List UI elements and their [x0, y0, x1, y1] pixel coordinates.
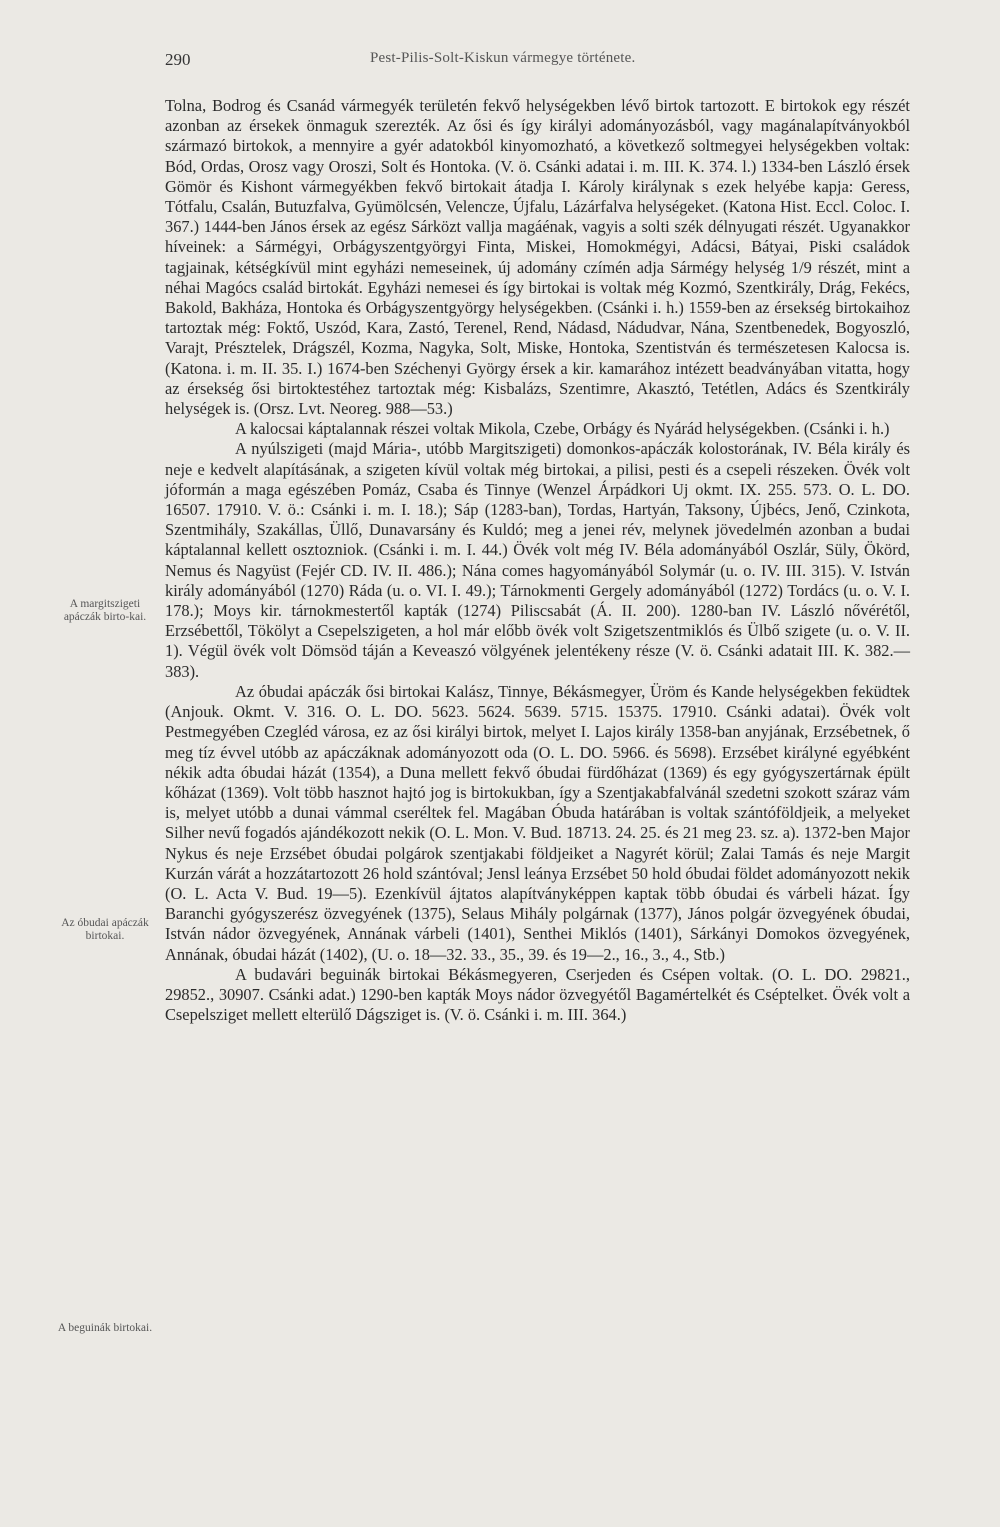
paragraph-obuda-nuns: Az óbudai apáczák ősi birtokai Kalász, Tinnye, Békásmegyer, Üröm és Kande helységekben feküdtek (Anjouk. Okmt. V. 316. O. L. DO. 5623. 5624. 5639. 5715. 15375. 17910. Csánki adatai). Övék volt Pestmegyében Czegléd városa, ez az ősi királyi birtok, melyet I. Lajos király 1358-ban anyjának, Erzsébetnek, ő meg tíz évvel utóbb az apáczáknak adományozott oda (O. L. DO. 5966. és 5698). Erzsébet királyné egyébként nékik adta óbudai házát (1354), a Duna mellett fekvő óbudai fürdőházat (1369) és egy gyógyszertárnak épült kőházat (1369). Volt több hasznot hajtó jog is birtokukban, így a Szentjakabfalvánál szedetni szokott száraz vám is, melyet utóbb a dunai vámmal cseréltek fel. Magában Óbuda határában is voltak szántóföldjeik, a melyeket Silher nevű fogadós ajándékozott nekik (O. L. Mon. V. Bud. 18713. 24. 25. és 21 meg 23. sz. a). 1372-ben Major Nykus és neje Erzsébet óbudai polgárok szentjakabi földjeiket a Nagyrét körül; Zalai Tamás és neje Margit Kurzán várát a hozzátartozott 26 hold szántóval; Jensl leánya Erzsébet 50 hold óbudai földet adományozott nekik (O. L. Acta V. Bud. 19—5). Ezenkívül ájtatos alapítványképpen kaptak több óbudai és várbeli házat. Így Baranchi gyógyszerész özvegyének (1375), Selaus Mihály polgárnak (1377), János polgár özvegyének óbudai, István nádor özvegyének, Annának várbeli (1401), Senthei Miklós (1401), Sárkányi Domokos özvegyének, Annának, óbudai házát (1402), (U. o. 18—32. 33., 35., 39. és 19—2., 16., 3., 4., Stb.) [165, 681, 910, 964]
margin-note-obuda: Az óbudai apáczák birtokai. [61, 917, 149, 942]
running-title: Pest-Pilis-Solt-Kiskun vármegye története. [370, 50, 636, 66]
paragraph-kalocsa-chapter: A kalocsai káptalannak részei voltak Mikola, Czebe, Orbágy és Nyárád helységekben. (Csánki i. h.) [235, 419, 890, 439]
paragraph-kalocsa-archbishopric: Tolna, Bodrog és Csanád vármegyék területén fekvő helységekben lévő birtok tartozott. E birtokok egy részét azonban az érsekek önmaguk szerezték. Az ősi és így királyi adományozásból, vagy magánalapítványokból származó birtokok, a mennyire a gyér adatokból kinyomozható, a következő soltmegyei helységekben voltak: Bód, Ordas, Orosz vagy Oroszi, Solt és Hontoka. (V. ö. Csánki adatai i. m. III. K. 374. l.) 1334-ben László érsek Gömör és Kishont vármegyékben fekvő birtokait átadja I. Károly királynak s ezek helyébe kapja: Geress, Tótfalu, Csalán, Butuzfalva, Gyümölcsén, Velencze, Újfalu, Lázárfalva helységeket. (Katona Hist. Eccl. Coloc. I. 367.) 1444-ben János érsek az egész Sárközt vallja magáénak, vagyis a solti szék délnyugati részét. Ugyanakkor híveinek: a Sármégyi, Orbágyszentgyörgyi Finta, Miskei, Homokmégyi, Adácsi, Bátyai, Piski családok tagjainak, kétségkívül mint egyházi nemeseinek, új adomány czímén adja Sármégy helység 1/9 részét, mint a néhai Magócs család birtokát. Egyházi nemesei és így birtokai is voltak még Kozmó, Szentkirály, Drág, Fekécs, Bakold, Bakháza, Hontoka és Orbágyszentgyörgy helységekben. (Csánki i. h.) 1559-ben az érsekség birtokaihoz tartoztak még: Foktő, Uszód, Kara, Zastó, Terenel, Rend, Nádasd, Nádudvar, Nána, Szentbenedek, Bogyoszló, Varajt, Présztelek, Drágszél, Kozma, Nagyka, Solt, Miske, Hontoka, Szentistván és természetesen Kalocsa is. (Katona. i. m. II. 35. I.) 1674-ben Széchenyi György érsek a kir. kamarához intézett beadványában vitatta, hogy az érsekség ősi birtoktestéhez tartoztak még: Kisbalázs, Szentimre, Akasztó, Tetétlen, Adács és Szentkirály helységek is. (Orsz. Lvt. Neoreg. 988—53.) [165, 96, 910, 419]
body-text [165, 96, 910, 1025]
margin-note-beguinak: A beguinák birtokai. [57, 1322, 153, 1334]
paragraph-margitsziget-nuns: A nyúlszigeti (majd Mária-, utóbb Margitszigeti) domonkos-apáczák kolostorának, IV. Béla király és neje e kedvelt alapításának, a szigeten kívül voltak még birtokai, a pilisi, pesti és a csepeli részeken. Övék volt jóformán a maga egészében Pomáz, Csaba és Tinnye (Wenzel Árpádkori Uj okmt. IX. 255. 573. O. L. DO. 16507. 17910. V. ö.: Csánki i. m. I. 18.); Sáp (1283-ban), Tordas, Hartyán, Taksony, Újbécs, Jenő, Czinkota, Szentmihály, Szakállas, Üllő, Dunavarsány és Kuldó; meg a jenei rév, melynek jövedelmén azonban a budai káptalannal kellett osztozniok. (Csánki i. m. I. 44.) Övék volt még IV. Béla adományából Oszlár, Süly, Ökörd, Nemus és Nagyüst (Fejér CD. IV. II. 486.); Nána comes hagyományából Solymár (u. o. IV. III. 315). V. István király adományából (1270) Ráda (u. o. VI. I. 49.); Tárnokmenti Gergely adományából (1272) Tordács (u. o. V. I. 178.); Moys kir. tárnokmestertől kapták (1274) Piliscsabát (Á. II. 200). 1280-ban IV. László nővérétől, Erzsébettől, Tökölyt a Csepelszigeten, a hol már előbb övék volt Szigetszentmiklós és Ülbő szigete (u. o. V. II. 1). Végül övék volt Dömsöd táján a Keveaszó völgyének jelentékeny része (V. ö. Csánki adatait III. K. 382.—383). [165, 439, 910, 681]
paragraph-beguines: A budavári beguinák birtokai Békásmegyeren, Cserjeden és Csépen voltak. (O. L. DO. 29821., 29852., 30907. Csánki adat.) 1290-ben kapták Moys nádor özvegyétől Bagamértelkét és Cséptelket. Övék volt a Csepelsziget mellett elterülő Dágsziget is. (V. ö. Csánki i. m. III. 364.) [165, 964, 910, 1025]
page-number: 290 [165, 50, 191, 69]
page-header [165, 50, 910, 76]
margin-note-margitsziget: A margitszigeti apáczák birto-kai. [63, 598, 147, 623]
